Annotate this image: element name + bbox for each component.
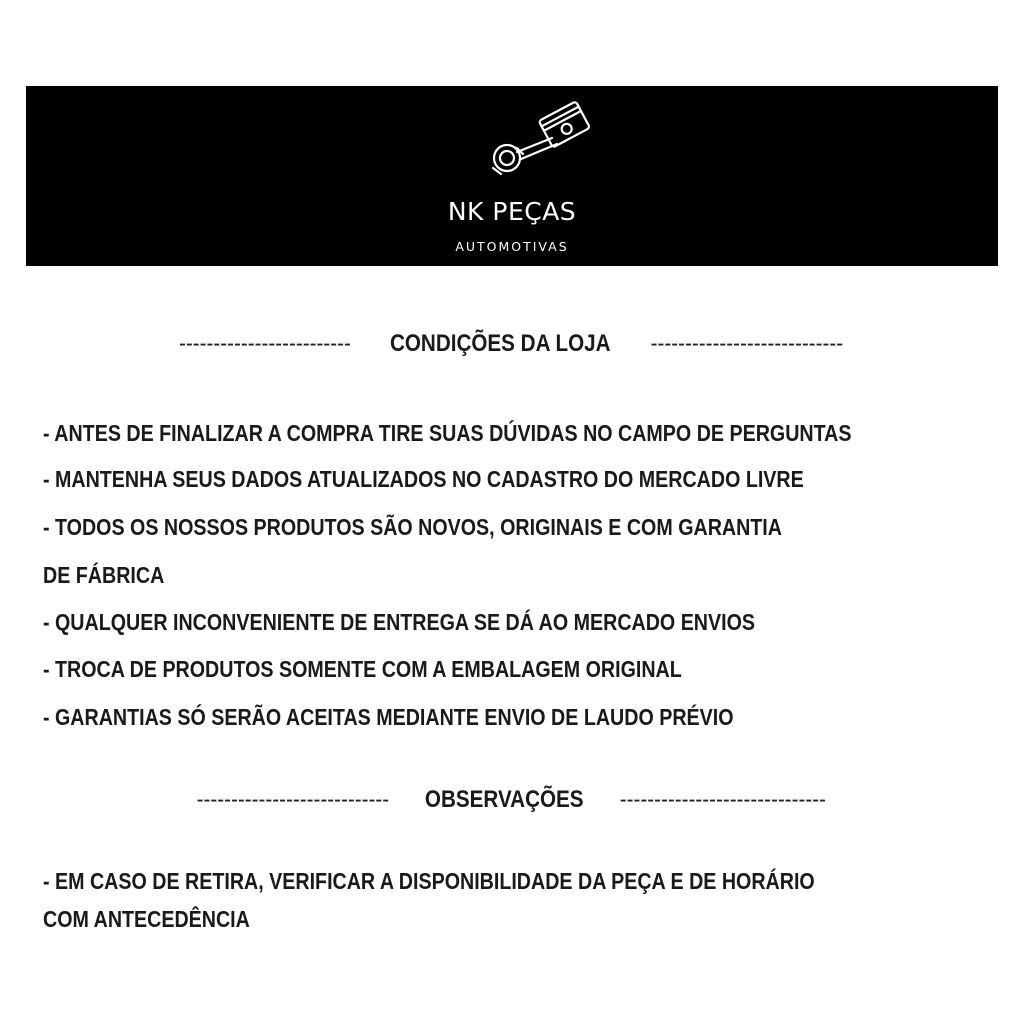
observation-item: - EM CASO DE RETIRA, VERIFICAR A DISPONIBILIDADE DA PEÇA E DE HORÁRIO [43, 868, 815, 894]
heading-dashes-left: ------------------------- [179, 330, 352, 357]
conditions-heading [30, 328, 994, 360]
brand-subtitle: AUTOMOTIVAS [455, 239, 569, 254]
heading-dashes-right: ------------------------------ [619, 786, 826, 813]
heading-dashes-right: ---------------------------- [650, 330, 844, 357]
heading-dashes-left: ---------------------------- [196, 786, 390, 813]
observations-title: OBSERVAÇÕES [424, 786, 584, 813]
condition-item: - TROCA DE PRODUTOS SOMENTE COM A EMBALAGEM ORIGINAL [43, 656, 682, 682]
observation-item-continuation: COM ANTECEDÊNCIA [43, 906, 250, 932]
observations-heading [30, 784, 994, 816]
logo-banner [26, 86, 998, 266]
piston-icon [481, 96, 601, 176]
brand-name: NK PEÇAS [447, 197, 577, 226]
condition-item: - TODOS OS NOSSOS PRODUTOS SÃO NOVOS, ORIGINAIS E COM GARANTIA [43, 514, 782, 540]
condition-item-continuation: DE FÁBRICA [43, 562, 165, 588]
condition-item: - MANTENHA SEUS DADOS ATUALIZADOS NO CADASTRO DO MERCADO LIVRE [43, 466, 804, 492]
condition-item: - QUALQUER INCONVENIENTE DE ENTREGA SE DÁ AO MERCADO ENVIOS [43, 609, 756, 635]
condition-item: - ANTES DE FINALIZAR A COMPRA TIRE SUAS DÚVIDAS NO CAMPO DE PERGUNTAS [43, 420, 852, 446]
condition-item: - GARANTIAS SÓ SERÃO ACEITAS MEDIANTE ENVIO DE LAUDO PRÉVIO [43, 704, 734, 730]
conditions-title: CONDIÇÕES DA LOJA [389, 330, 611, 357]
